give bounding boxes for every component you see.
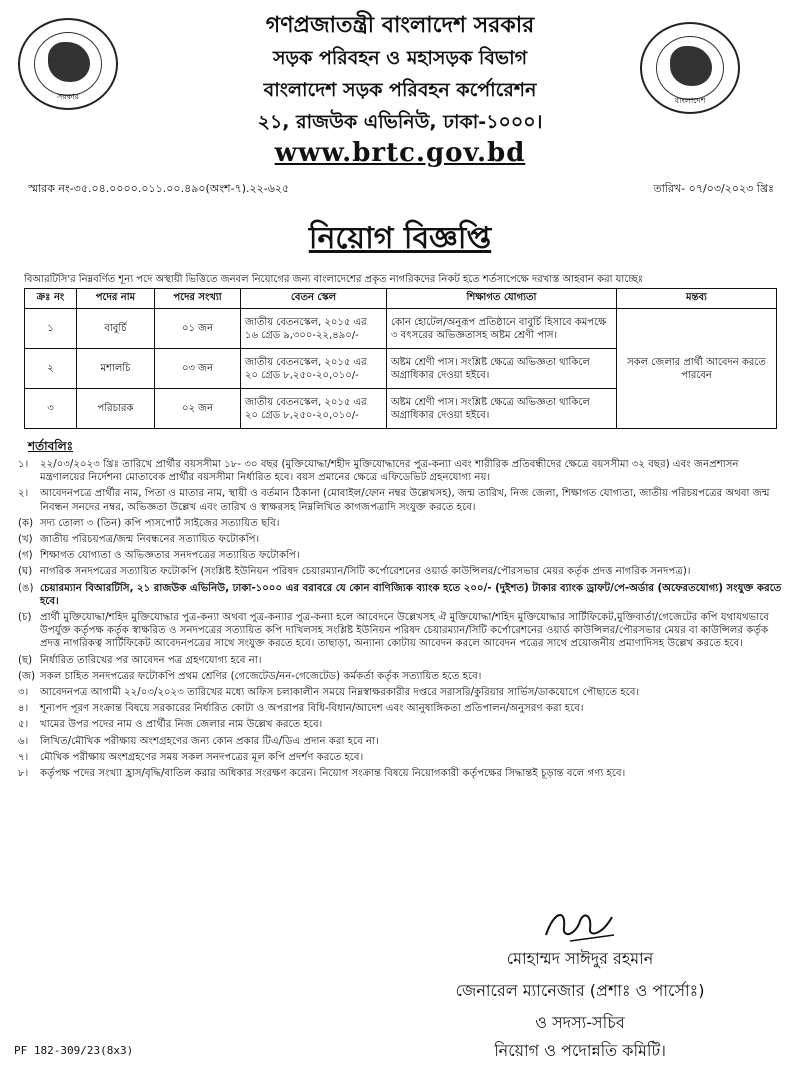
condition-text: আবেদনপত্রে প্রার্থীর নাম, পিতা ও মাতার নাম, স্থায়ী ও বর্তমান ঠিকানা (মোবাইল/ফোন নম্বর উল্লেখসহ), জন্ম তারিখ, নিজ জেলা, শিক্ষাগত যোগ্যতা, জাতীয় পরিচয়পত্রের অথবা জন্ম নিবন্ধন সনদের নম্বর, অভিজ্ঞতা উল্লেখ এবং তারিখ ও স্বাক্ষরসহ নিম্নলিখিত কাগজপত্রাদি সংযুক্ত করতে হবে। (40, 488, 770, 513)
condition-item (18, 565, 782, 578)
cell-scale: জাতীয় বেতনস্কেল, ২০১৫ এর ১৬ গ্রেড ৯,৩০০-২২,৪৯০/- (241, 309, 387, 349)
cell-post: পরিচারক (77, 389, 155, 429)
condition-item (18, 735, 782, 748)
condition-text: চেয়ারম্যান বিআরটিসি, ২১ রাজউক এভিনিউ, ঢাকা-১০০০ এর বরাবরে যে কোন বাণিজ্যিক ব্যাংক হতে ২০০/- (দুইশত) টাকার ব্যাংক ড্রাফট/পে-অর্ডার (অফেরতযোগ্য) সংযুক্ত করতে হবে। (40, 582, 782, 607)
condition-item (18, 549, 782, 562)
condition-item (18, 487, 782, 513)
condition-number: (ছ) (18, 654, 33, 666)
cell-qualification: অষ্টম শ্রেণী পাস। সংশ্লিষ্ট ক্ষেত্রে অভিজ্ঞতা থাকিলে অগ্রাধিকার দেওয়া হইবে। (387, 349, 617, 389)
cell-count: ০৩ জন (155, 349, 241, 389)
col-header-qualification: শিক্ষাগত যোগ্যতা (387, 289, 617, 309)
condition-text: সদ্য তোলা ৩ (তিন) কপি পাসপোর্ট সাইজের সত্যায়িত ছবি। (40, 517, 280, 529)
condition-text: প্রার্থী মুক্তিযোদ্ধা/শহিদ মুক্তিযোদ্ধার পুত্র-কন্যা অথবা পুত্র-কন্যার পুত্র-কন্যা হলে আবেদনে উল্লেখসহ ঐ মুক্তিযোদ্ধা/শহিদ মুক্তিযোদ্ধার সার্টিফিকেট,মুক্তিবার্তা/গেজেটের কপি যথাযথভাবে উপর্যুক্ত কর্তৃপক্ষ কর্তৃক স্বাক্ষরিত ও সনদপত্রের সত্যায়িত কপি দাখিলসহ সংশ্লিষ্ট ইউনিয়ন পরিষদ চেয়ারম্যান/সিটি কর্পোরেশনের ওয়ার্ড কাউন্সিলর/পৌরসভার মেয়র বা কাউন্সিলর কর্তৃক প্রদত্ত নাগরিকত্ব সার্টিফিকেট আবেদনপত্রের সাথে সংযুক্ত করতে হবে। তাছাড়া, অন্যান্য কোটায় আবেদন করলে আবেদন পত্রের সাথে প্রয়োজনীয় প্রমাণাদিসহ উল্লেখ করতে হবে। (40, 612, 769, 650)
condition-text: কর্তৃপক্ষ পদের সংখ্যা হ্রাস/বৃদ্ধি/বাতিল করার অধিকার সংরক্ষণ করেন। নিয়োগ সংক্রান্ত বিষয়ে নিয়োগকারী কর্তৃপক্ষের সিদ্ধান্তই চূড়ান্ত বলে গণ্য হবে। (40, 768, 626, 780)
corporation-name: বাংলাদেশ সড়ক পরিবহন কর্পোরেশন (263, 79, 537, 101)
print-reference-code: PF 182-309/23(8x3) (14, 1044, 134, 1057)
condition-text: মৌখিক পরীক্ষায় অংশগ্রহণের সময় সকল সনদপত্রের মূল কপি প্রদর্শণ করতে হবে। (40, 751, 364, 763)
condition-item (18, 458, 782, 484)
website-link[interactable]: www.brtc.gov.bd (274, 138, 526, 168)
condition-number: (চ) (18, 612, 32, 624)
condition-number: (গ) (18, 550, 33, 562)
handwritten-signature (540, 905, 620, 945)
division-name: সড়ক পরিবহন ও মহাসড়ক বিভাগ (272, 47, 528, 69)
cell-qualification: অষ্টম শ্রেণী পাস। সংশ্লিষ্ট ক্ষেত্রে অভিজ্ঞতা থাকিলে অগ্রাধিকার দেওয়া হইবে। (387, 389, 617, 429)
condition-number: (ঙ) (18, 582, 34, 594)
condition-text: সকল চাহিত সনদপত্রের ফটোকপি প্রথম শ্রেণির (গেজেটেড/নন-গেজেটেড) কর্মকর্তা কর্তৃক সত্যায়িত হতে হবে। (40, 670, 482, 682)
office-address: ২১, রাজউক এভিনিউ, ঢাকা-১০০০। (257, 111, 543, 133)
col-header-post: পদের নাম (77, 289, 155, 309)
condition-text: নাগরিক সনদপত্রের সত্যায়িত ফটোকপি (সংশ্লিষ্ট ইউনিয়ন পরিষদ চেয়ারম্যান/সিটি কর্পোরেশনের ওয়ার্ড কাউন্সিলর/পৌরসভার মেয়র কর্তৃক প্রদত্ত নাগরিক সনদপত্র)। (40, 566, 691, 578)
condition-text: নির্ধারিত তারিখের পর আবেদন পত্র গ্রহণযোগ্য হবে না। (40, 654, 262, 666)
cell-count: ০১ জন (155, 309, 241, 349)
logo-caption: বাংলাদেশ (674, 96, 706, 105)
condition-number: ৩। (18, 687, 29, 699)
condition-number: (ক) (18, 517, 34, 529)
cell-qualification: কোন হোটেল/অনুরূপ প্রতিষ্ঠানে বাবুর্চি হিসাবে কমপক্ষে ৩ বৎসরের অভিজ্ঞতাসহ অষ্টম শ্রেণী পাস। (387, 309, 617, 349)
condition-item (18, 533, 782, 546)
condition-item (18, 654, 782, 667)
condition-text: খামের উপর পদের নাম ও প্রার্থীর নিজ জেলার নাম উল্লেখ করতে হবে। (40, 719, 323, 731)
cell-serial: ৩ (25, 389, 77, 429)
cell-post: বাবুর্চি (77, 309, 155, 349)
condition-number: (ঘ) (18, 566, 33, 578)
condition-item (18, 670, 782, 683)
condition-number: ৫। (18, 719, 29, 731)
government-name: গণপ্রজাতন্ত্রী বাংলাদেশ সরকার (265, 13, 535, 38)
notice-title: নিয়োগ বিজ্ঞপ্তি (308, 221, 492, 256)
condition-item (18, 517, 782, 530)
condition-number: ৮। (18, 768, 29, 780)
conditions-heading: শর্তাবলিঃ (28, 439, 74, 453)
cell-remark: সকল জেলার প্রার্থী আবেদন করতে পারবেন (617, 309, 777, 429)
condition-text: শূন্যপদ পূরণ সংক্রান্ত বিষয়ে সরকারের নির্ধারিত কোটা ও অপরাপর বিধি-বিধান/আদেশ এবং আনুষাঙ্গিকতা প্রতিপালন/অনুসরণ করা হবে। (40, 703, 584, 715)
condition-number: ৬। (18, 735, 29, 747)
seal-caption: সরকার (56, 92, 79, 101)
col-header-remark: মন্তব্য (617, 289, 777, 309)
condition-number: ২। (18, 488, 29, 500)
cell-post: মশালচি (77, 349, 155, 389)
signatory-title: জেনারেল ম্যানেজার (প্রশাঃ ও পার্সোঃ) (455, 981, 705, 1000)
cell-count: ০২ জন (155, 389, 241, 429)
condition-text: আবেদনপত্র আগামী ২২/০৩/২০২৩ তারিখের মধ্যে অফিস চলাকালীন সময়ে নিম্নস্বাক্ষরকারীর দপ্তরে সরাসরি/কুরিয়ার সার্ভিস/ডাকযোগে পৌছাতে হবে। (40, 687, 640, 699)
signatory-name: মোহাম্মদ সাঈদুর রহমান (506, 949, 654, 968)
condition-number: (খ) (18, 534, 33, 546)
condition-item (18, 702, 782, 715)
cell-scale: জাতীয় বেতনস্কেল, ২০১৫ এর ২০ গ্রেড ৮,২৫০-২০,০১০/- (241, 349, 387, 389)
condition-number: ৭। (18, 751, 29, 763)
table-row (25, 309, 777, 349)
condition-text: জাতীয় পরিচয়পত্র/জন্ম নিবন্ধনের সত্যায়িত ফটোকপি। (40, 534, 260, 546)
condition-item (18, 718, 782, 731)
notice-date: তারিখ- ০৭/০৩/২০২৩ খ্রিঃ (653, 182, 774, 195)
signatory-committee: নিয়োগ ও পদোন্নতি কমিটি। (494, 1041, 666, 1060)
signatory-role: ও সদস্য-সচিব (535, 1013, 625, 1032)
condition-text: ২২/০৩/২০২৩ খ্রিঃ তারিখে প্রার্থীর বয়সসীমা ১৮- ৩০ বছর (মুক্তিযোদ্ধা/শহীদ মুক্তিযোদ্ধাদের পুত্র-কন্যা এবং শারীরিক প্রতিবন্ধীদের ক্ষেত্রে বয়সসীমা ৩২ বছর) এবং জনপ্রশাসন মন্ত্রণালয়ের নির্দেশনা মোতাবেক প্রার্থীর বয়সসীমা নির্ধারিত হবে। বয়স প্রমানের ক্ষেত্রে এফিডেভিট গ্রহনযোগ্য নয়। (40, 459, 739, 484)
condition-item (18, 686, 782, 699)
col-header-count: পদের সংখ্যা (155, 289, 241, 309)
condition-item (18, 582, 782, 608)
condition-text: লিখিত/মৌখিক পরীক্ষায় অংশগ্রহণের জন্য কোন প্রকার টিএ/ডিএ প্রদান করা হবে না। (40, 735, 379, 747)
condition-number: ১। (18, 459, 29, 470)
condition-number: ৪। (18, 703, 29, 715)
col-header-serial: ক্রঃ নং (25, 289, 77, 309)
intro-paragraph: বিআরটিসি'র নিম্নবর্ণিত শূন্য পদে অস্থায়ী ভিত্তিতে জনবল নিয়োগের জন্য বাংলাদেশের প্রকৃত নাগরিকদের নিকট হতে শর্তসাপেক্ষে দরখাস্ত আহবান করা যাচ্ছেঃ (24, 274, 644, 285)
col-header-scale: বেতন স্কেল (241, 289, 387, 309)
condition-item (18, 611, 782, 651)
conditions-list (18, 458, 782, 783)
cell-serial: ২ (25, 349, 77, 389)
condition-number: (জ) (18, 670, 36, 682)
condition-item (18, 767, 782, 780)
condition-item (18, 751, 782, 764)
table-header-row (25, 289, 777, 309)
memo-number: স্মারক নং-৩৫.০৪.০০০০.০১১.০০.৪৯০(অংশ-৭).২২-৬২৫ (28, 182, 290, 195)
condition-text: শিক্ষাগত যোগ্যতা ও অভিজ্ঞতার সনদপত্রের সত্যায়িত ফটোকপি। (40, 550, 300, 562)
cell-scale: জাতীয় বেতনস্কেল, ২০১৫ এর ২০ গ্রেড ৮,২৫০-২০,০১০/- (241, 389, 387, 429)
cell-serial: ১ (25, 309, 77, 349)
vacancy-table (24, 288, 777, 429)
